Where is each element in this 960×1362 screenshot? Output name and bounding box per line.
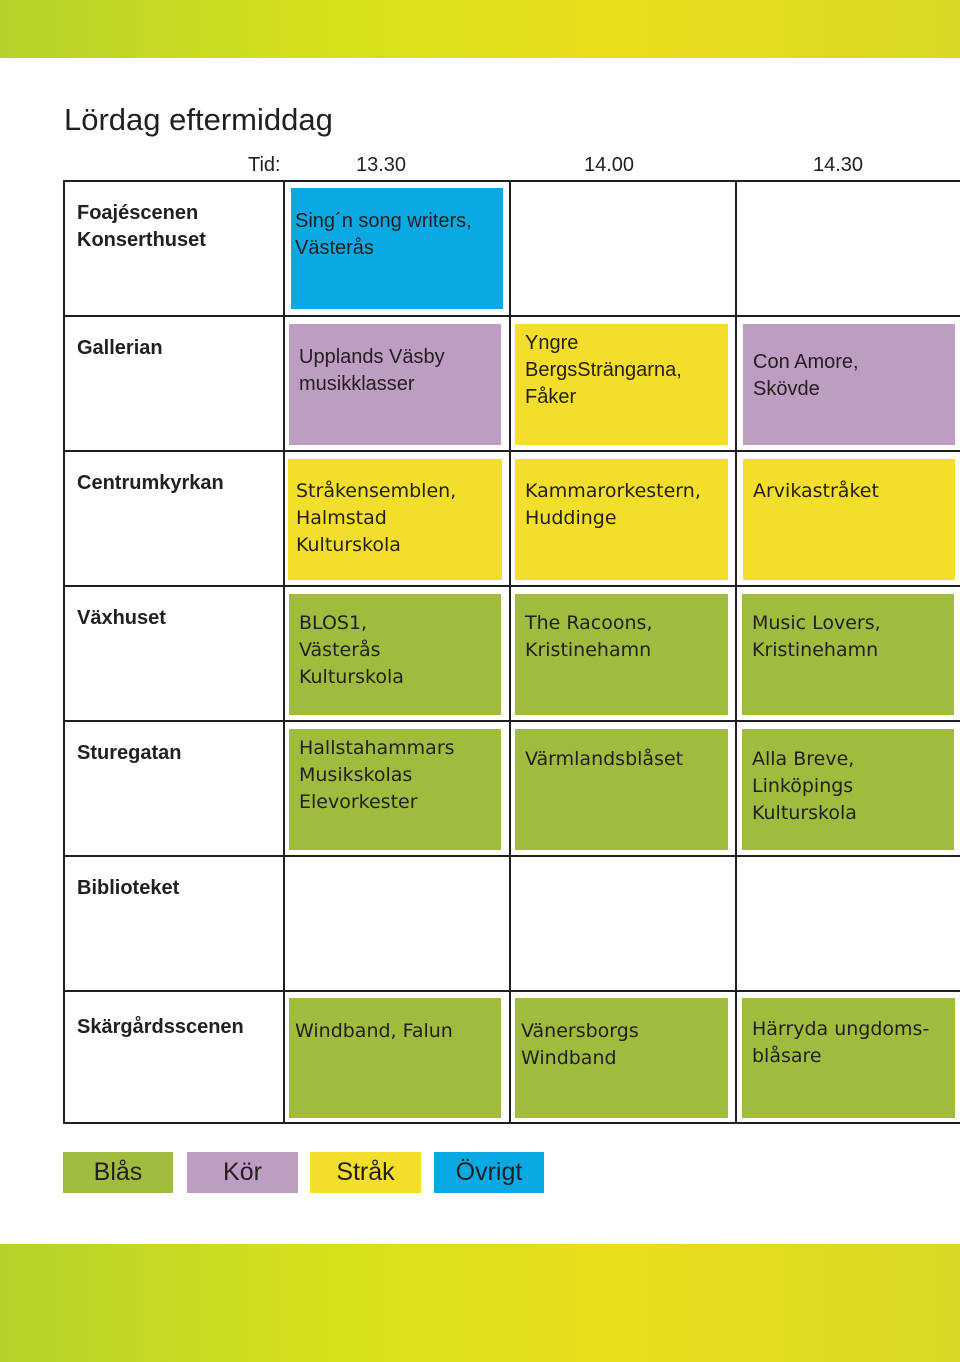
- venue-name: Skärgårdsscenen: [77, 1016, 244, 1038]
- schedule-row-vaxhuset: [65, 585, 960, 720]
- event-cell: Music Lovers, Kristinehamn: [742, 594, 954, 715]
- event-cell: Värmlandsblåset: [515, 729, 728, 850]
- event-cell: The Racoons, Kristinehamn: [515, 594, 728, 715]
- venue-name: Växhuset: [77, 607, 166, 629]
- event-cell: Arvikastråket: [743, 459, 955, 580]
- event-cell: Upplands Väsby musikklasser: [289, 324, 501, 445]
- event-cell: Con Amore, Skövde: [743, 324, 955, 445]
- legend-blas: Blås: [63, 1152, 173, 1193]
- schedule-row-gallerian: [65, 315, 960, 450]
- legend-kor: Kör: [187, 1152, 298, 1193]
- event-cell: Sing´n song writers, Västerås: [291, 188, 503, 309]
- event-cell: Härryda ungdoms- blåsare: [742, 998, 955, 1118]
- event-cell: Yngre BergsSträngarna, Fåker: [515, 324, 728, 445]
- time-label: Tid:: [248, 154, 281, 176]
- schedule-row-centrumkyrkan: [65, 450, 960, 585]
- schedule-row-biblioteket: [65, 855, 960, 990]
- time-slot-1: 13.30: [356, 154, 407, 176]
- venue-name: Sturegatan: [77, 742, 182, 764]
- page-title: Lördag eftermiddag: [64, 102, 333, 137]
- legend-strak: Stråk: [310, 1152, 421, 1193]
- event-cell: Alla Breve, Linköpings Kulturskola: [742, 729, 954, 850]
- schedule-row-foajescenen: [65, 180, 960, 315]
- top-color-band: [0, 0, 960, 58]
- venue-name: Biblioteket: [77, 877, 180, 899]
- venue-name: Foajéscenen Konserthuset: [77, 202, 206, 251]
- time-slot-2: 14.00: [584, 154, 635, 176]
- event-cell: Kammarorkestern, Huddinge: [515, 459, 728, 580]
- event-cell: Windband, Falun: [289, 998, 501, 1118]
- venue-name: Gallerian: [77, 337, 163, 359]
- venue-name: Centrumkyrkan: [77, 472, 224, 494]
- time-header: [0, 154, 960, 180]
- legend-ovrigt: Övrigt: [434, 1152, 544, 1193]
- category-legend: [0, 1152, 960, 1193]
- event-cell: Hallstahammars Musikskolas Elevorkester: [289, 729, 501, 850]
- event-cell: Vänersborgs Windband: [515, 998, 728, 1118]
- bottom-color-band: [0, 1244, 960, 1362]
- time-slot-3: 14.30: [813, 154, 864, 176]
- event-cell: Stråkensemblen, Halmstad Kulturskola: [288, 459, 502, 580]
- schedule-row-sturegatan: [65, 720, 960, 855]
- schedule-row-skargardsscenen: [65, 990, 960, 1122]
- schedule-grid: [63, 180, 960, 1124]
- event-cell: BLOS1, Västerås Kulturskola: [289, 594, 501, 715]
